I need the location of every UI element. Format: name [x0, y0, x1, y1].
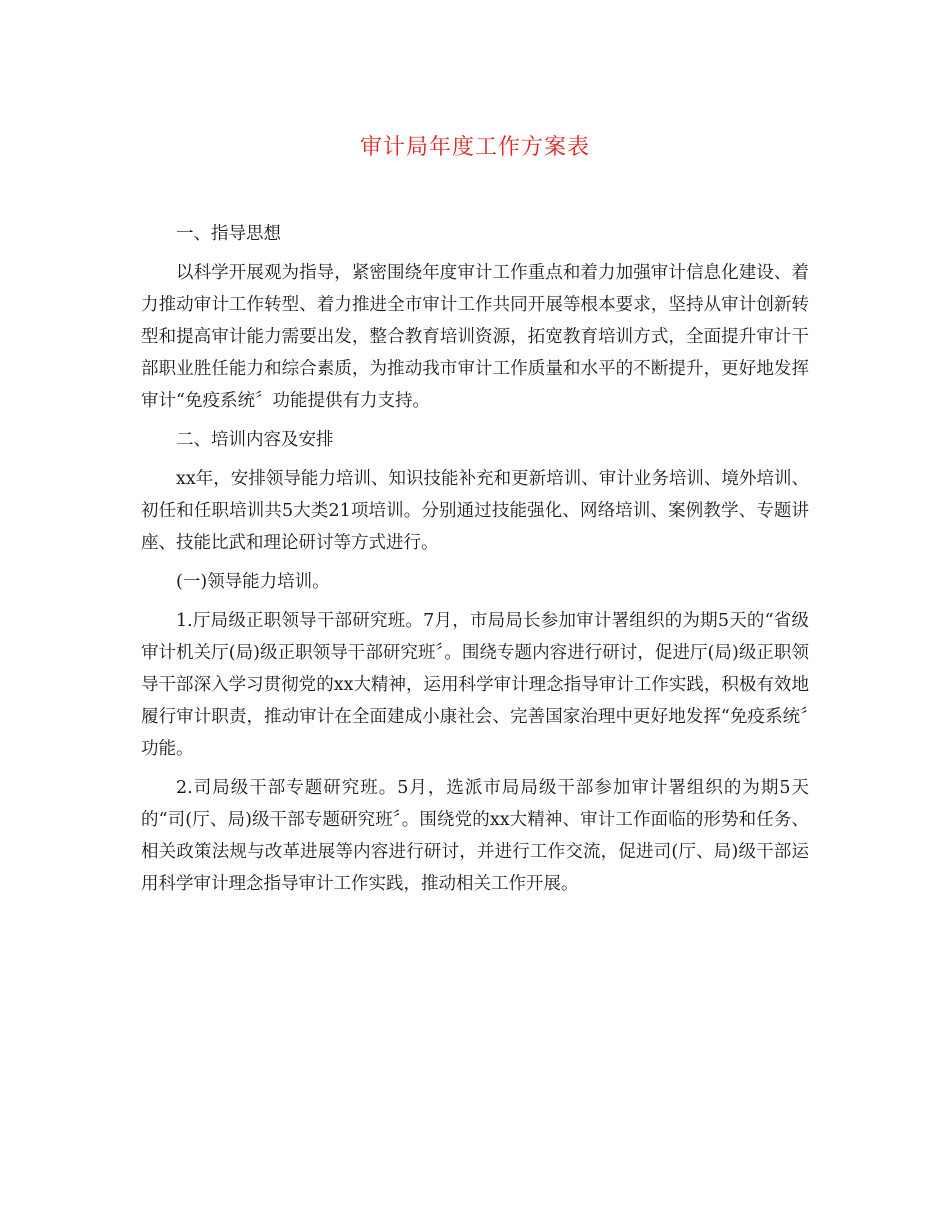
- paragraph-guiding-ideology: 以科学开展观为指导，紧密围绕年度审计工作重点和着力加强审计信息化建设、着力推动审计工作转型、着力推进全市审计工作共同开展等根本要求，坚持从审计创新转型和提高审计能力需要出发，整合教育培训资源，拓宽教育培训方式，全面提升审计干部职业胜任能力和综合素质，为推动我市审计工作质量和水平的不断提升，更好地发挥审计“免疫系统〞功能提供有力支持。: [141, 263, 809, 411]
- paragraph-item-1: 1.厅局级正职领导干部研究班。7月，市局局长参加审计署组织的为期5天的“省级审计机关厅(局)级正职领导干部研究班〞。围绕专题内容进行研讨，促进厅(局)级正职领导干部深入学习贯彻党的xx大精神，运用科学审计理念指导审计工作实践，积极有效地履行审计职责，推动审计在全面建成小康社会、完善国家治理中更好地发挥“免疫系统〞功能。: [141, 611, 809, 759]
- document-body: [141, 218, 809, 900]
- paragraph-item-2: 2.司局级干部专题研究班。5月，选派市局局级干部参加审计署组织的为期5天的“司(厅、局)级干部专题研究班〞。围绕党的xx大精神、审计工作面临的形势和任务、相关政策法规与改革进展等内容进行研讨，并进行工作交流，促进司(厅、局)级干部运用科学审计理念指导审计工作实践，推动相关工作开展。: [141, 778, 809, 894]
- paragraph-training-overview: xx年，安排领导能力培训、知识技能补充和更新培训、审计业务培训、境外培训、初任和任职培训共5大类21项培训。分别通过技能强化、网络培训、案例教学、专题讲座、技能比武和理论研讨等方式进行。: [141, 469, 809, 553]
- subsection-heading-leadership-training: (一)领导能力培训。: [176, 572, 330, 592]
- section-heading-guiding-ideology: 一、指导思想: [176, 224, 281, 244]
- section-heading-training-content: 二、培训内容及安排: [176, 430, 334, 450]
- document-title: 审计局年度工作方案表: [359, 135, 590, 160]
